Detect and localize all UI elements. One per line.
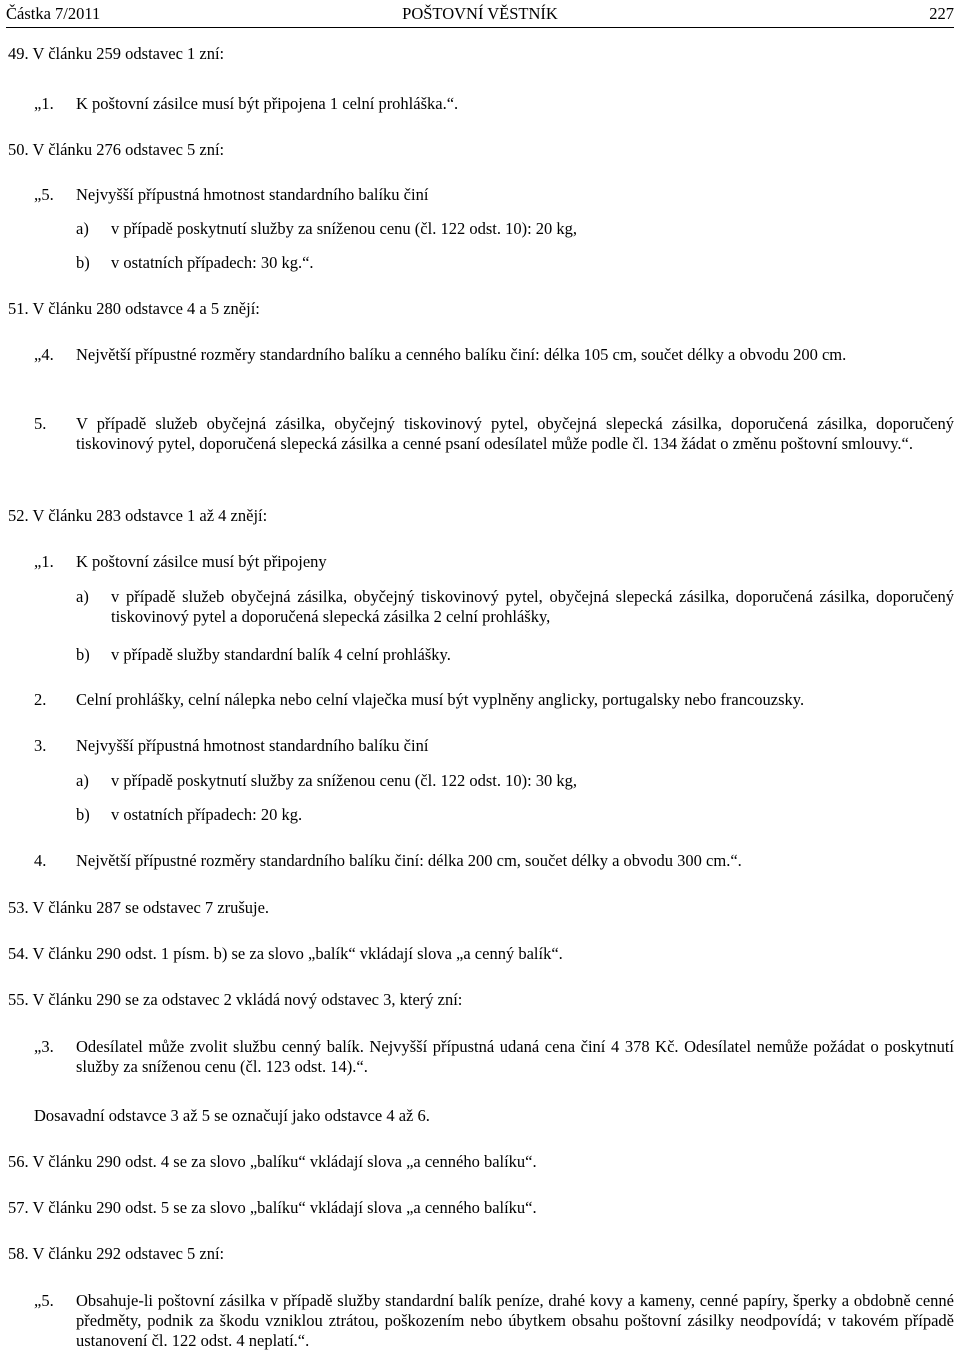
article-58-para-5 (34, 1291, 954, 1351)
para-text: Největší přípustné rozměry standardního balíku činí: délka 200 cm, součet délky a obvodu 300 cm.“. (76, 851, 742, 870)
item-text: v případě poskytnutí služby za sníženou cenu (čl. 122 odst. 10): 20 kg, (111, 219, 578, 238)
page-number: 227 (929, 4, 954, 23)
item-text: v případě služeb obyčejná zásilka, obyčejný tiskovinový pytel, obyčejná slepecká zásilka, doporučená zásilka, doporučený tiskovinový pytel a doporučená slepecká zásilka 2 celní prohlášky, (111, 587, 954, 626)
article-50-para-5 (34, 185, 954, 205)
article-51-para-4 (34, 345, 954, 365)
letter-item-a (76, 587, 954, 627)
para-number: 4. (34, 851, 47, 870)
para-text: Nejvyšší přípustná hmotnost standardního balíku činí (76, 736, 429, 755)
para-number: „1. (34, 552, 54, 571)
article-57-heading: 57. V článku 290 odst. 5 se za slovo „balíku“ vkládají slova „a cenného balíku“. (8, 1198, 537, 1217)
article-55-heading: 55. V článku 290 se za odstavec 2 vkládá nový odstavec 3, který zní: (8, 990, 463, 1009)
para-number: „3. (34, 1037, 54, 1056)
para-number: 5. (34, 414, 47, 433)
para-text: V případě služeb obyčejná zásilka, obyčejný tiskovinový pytel, obyčejná slepecká zásilka, doporučená zásilka, doporučený tiskovinový pytel, doporučená slepecká zásilka a cenné psaní odesílatel může podle čl. 134 žádat o změnu poštovní smlouvy.“. (76, 414, 954, 453)
item-text: v případě služby standardní balík 4 celní prohlášky. (111, 645, 451, 664)
item-letter: a) (76, 587, 89, 606)
item-letter: b) (76, 253, 90, 272)
item-text: v případě poskytnutí služby za sníženou cenu (čl. 122 odst. 10): 30 kg, (111, 771, 578, 790)
para-number: „4. (34, 345, 54, 364)
letter-item-b (76, 253, 954, 273)
header-rule (6, 27, 954, 28)
item-letter: a) (76, 219, 89, 238)
article-55-para-3 (34, 1037, 954, 1077)
letter-item-a (76, 219, 954, 239)
article-51-para-5 (34, 414, 954, 454)
issue-number: Částka 7/2011 (6, 4, 101, 23)
page-header (6, 4, 954, 26)
article-51-heading: 51. V článku 280 odstavce 4 a 5 znějí: (8, 299, 260, 318)
para-text: Odesílatel může zvolit službu cenný balík. Nejvyšší přípustná udaná cena činí 4 378 Kč. Odesílatel nemůže požádat o poskytnutí služby za sníženou cenu (čl. 123 odst. 14).“. (76, 1037, 954, 1076)
article-49-para-1 (34, 94, 954, 114)
para-number: 2. (34, 690, 47, 709)
para-text: Největší přípustné rozměry standardního balíku a cenného balíku činí: délka 105 cm, součet délky a obvodu 200 cm. (76, 345, 847, 364)
item-text: v ostatních případech: 20 kg. (111, 805, 303, 824)
para-text: Celní prohlášky, celní nálepka nebo celní vlaječka musí být vyplněny anglicky, portugalsky nebo francouzsky. (76, 690, 805, 709)
item-letter: a) (76, 771, 89, 790)
article-50-heading: 50. V článku 276 odstavec 5 zní: (8, 140, 225, 159)
article-56-heading: 56. V článku 290 odst. 4 se za slovo „balíku“ vkládají slova „a cenného balíku“. (8, 1152, 537, 1171)
article-52-para-3 (34, 736, 954, 756)
article-53-heading: 53. V článku 287 se odstavec 7 zrušuje. (8, 898, 270, 917)
letter-item-b (76, 645, 954, 665)
article-52-para-1 (34, 552, 954, 572)
article-58-heading: 58. V článku 292 odstavec 5 zní: (8, 1244, 225, 1263)
para-number: „5. (34, 1291, 54, 1310)
para-text: K poštovní zásilce musí být připojena 1 celní prohláška.“. (76, 94, 459, 113)
para-text: Obsahuje-li poštovní zásilka v případě služby standardní balík peníze, drahé kovy a kameny, cenné papíry, šperky a obdobně cenné předměty, podnik za škodu vzniklou ztrátou, poškozením nebo úbytkem obsahu poštovní zásilky neodpovídá; v takovém případě ustanovení čl. 122 odst. 4 neplatí.“. (76, 1291, 954, 1350)
item-letter: b) (76, 805, 90, 824)
article-52-para-4 (34, 851, 954, 871)
para-text: K poštovní zásilce musí být připojeny (76, 552, 327, 571)
article-52-para-2 (34, 690, 954, 710)
para-number: „1. (34, 94, 54, 113)
letter-item-a (76, 771, 954, 791)
article-49-heading: 49. V článku 259 odstavec 1 zní: (8, 44, 225, 63)
para-number: 3. (34, 736, 47, 755)
renumbering-note: Dosavadní odstavce 3 až 5 se označují jako odstavce 4 až 6. (34, 1106, 430, 1125)
item-text: v ostatních případech: 30 kg.“. (111, 253, 314, 272)
article-52-heading: 52. V článku 283 odstavce 1 až 4 znějí: (8, 506, 268, 525)
letter-item-b (76, 805, 954, 825)
para-text: Nejvyšší přípustná hmotnost standardního balíku činí (76, 185, 429, 204)
para-number: „5. (34, 185, 54, 204)
article-54-heading: 54. V článku 290 odst. 1 písm. b) se za slovo „balík“ vkládají slova „a cenný balík“. (8, 944, 563, 963)
item-letter: b) (76, 645, 90, 664)
journal-title: POŠTOVNÍ VĚSTNÍK (402, 4, 558, 23)
